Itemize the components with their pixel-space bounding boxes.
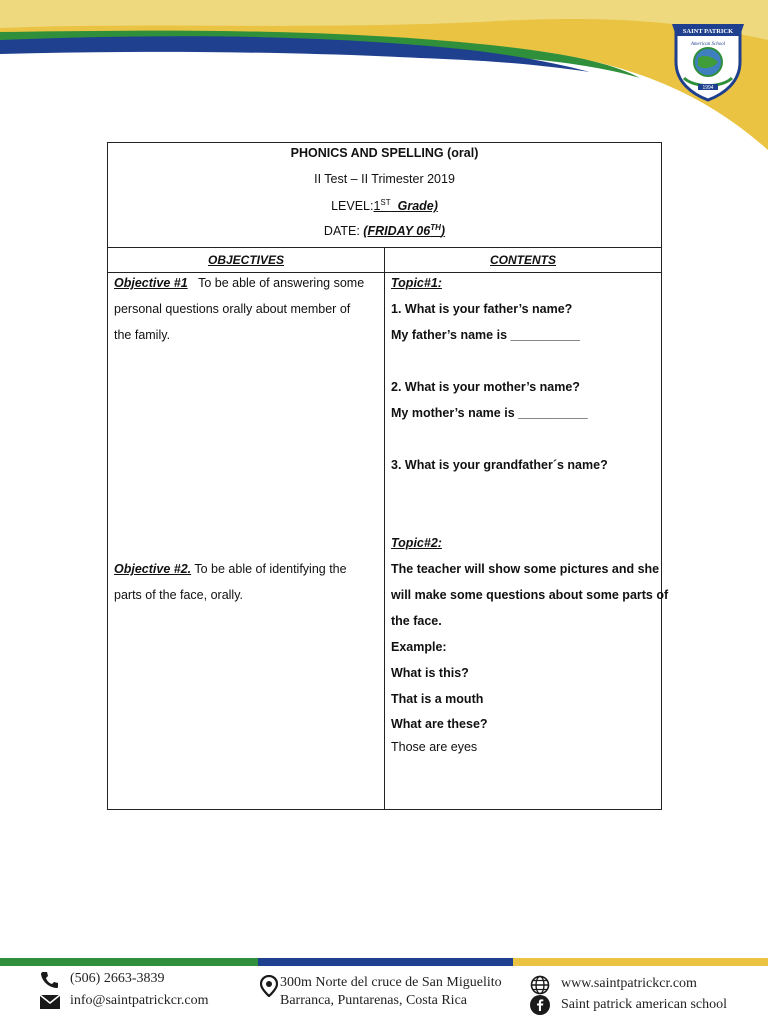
school-logo <box>668 18 748 102</box>
topic-2-line-1: The teacher will show some pictures and she <box>391 562 660 576</box>
question-3: 3. What is your grandfather´s name? <box>391 458 608 472</box>
level-line <box>108 198 661 213</box>
objective-2-line-2: parts of the face, orally. <box>114 588 243 602</box>
level-label: LEVEL: <box>331 199 374 214</box>
contents-header: CONTENTS <box>385 247 661 273</box>
answer-1: My father’s name is __________ <box>391 328 581 342</box>
example-label: Example: <box>391 640 447 654</box>
test-title: PHONICS AND SPELLING (oral) <box>290 146 479 160</box>
topic-2-label: Topic#2: <box>391 536 442 550</box>
logo-title: SAINT PATRICK <box>682 28 734 35</box>
test-table <box>107 142 669 810</box>
question-1: 1. What is your father’s name? <box>391 302 573 316</box>
location-pin-icon <box>260 975 278 997</box>
example-answer-1: That is a mouth <box>391 692 484 706</box>
topic-1-label: Topic#1: <box>391 276 442 290</box>
footer-bar-blue <box>258 958 513 966</box>
objective-2-label: Objective #2. <box>114 562 192 576</box>
level-sup: ST <box>380 198 391 207</box>
level-number: 1 <box>373 199 381 214</box>
phone-icon <box>40 971 60 989</box>
objective-1 <box>114 276 364 290</box>
facebook-icon <box>530 995 550 1015</box>
level-value <box>373 199 437 213</box>
date-text: (FRIDAY 06 <box>363 224 431 239</box>
date-value <box>363 224 445 238</box>
footer-email[interactable]: info@saintpatrickcr.com <box>70 993 209 1008</box>
answer-2: My mother’s name is __________ <box>391 406 588 420</box>
objective-1-line-2: personal questions orally about member of <box>114 302 351 316</box>
objective-2-line-1: To be able of identifying the <box>194 562 347 576</box>
test-subtitle: II Test – II Trimester 2019 <box>314 172 455 186</box>
topic-2-line-3: the face. <box>391 614 442 628</box>
mail-icon <box>40 995 60 1009</box>
objective-1-line-1: To be able of answering some <box>198 276 365 290</box>
footer-website[interactable]: www.saintpatrickcr.com <box>561 976 697 991</box>
objective-1-line-3: the family. <box>114 328 171 342</box>
footer-bar-gold <box>513 958 768 966</box>
objectives-header: OBJECTIVES <box>108 247 385 273</box>
column-divider <box>384 247 385 809</box>
example-question-1: What is this? <box>391 666 469 680</box>
question-2: 2. What is your mother’s name? <box>391 380 580 394</box>
header-banner <box>0 0 768 160</box>
footer-bar-green <box>0 958 258 966</box>
objective-2 <box>114 562 347 576</box>
objective-1-label: Objective #1 <box>114 276 188 290</box>
example-question-2: What are these? <box>391 717 488 731</box>
topic-2-line-2: will make some questions about some parts of <box>391 588 669 602</box>
date-close: ) <box>440 224 446 239</box>
level-grade: Grade) <box>397 199 438 214</box>
date-line <box>108 223 661 238</box>
footer-phone: (506) 2663-3839 <box>70 971 165 986</box>
date-sup: TH <box>430 223 441 232</box>
footer-address-line-2: Barranca, Puntarenas, Costa Rica <box>280 993 467 1008</box>
footer-facebook[interactable]: Saint patrick american school <box>561 997 727 1012</box>
footer-address-line-1: 300m Norte del cruce de San Miguelito <box>280 975 502 990</box>
logo-year: 1994 <box>702 85 714 91</box>
globe-icon <box>530 975 550 995</box>
example-answer-2: Those are eyes <box>391 740 478 754</box>
logo-subtitle: American School <box>690 42 726 47</box>
date-label: DATE: <box>323 224 360 239</box>
table-header <box>108 143 661 248</box>
